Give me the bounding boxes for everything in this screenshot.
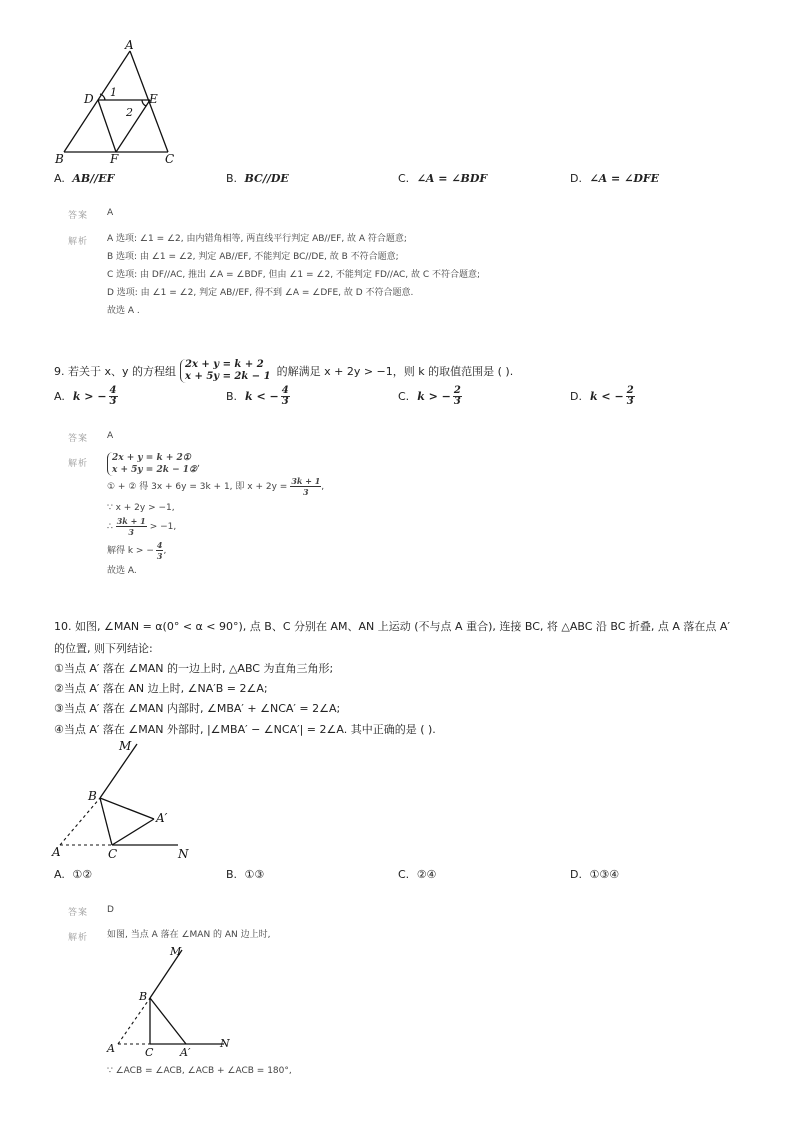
option-letter: B.: [226, 390, 238, 403]
option-letter: B.: [226, 868, 238, 881]
q10-segment-ca1: [112, 819, 154, 845]
q9-option-a[interactable]: [54, 386, 118, 407]
q10-label-a: A: [52, 845, 61, 859]
q8-label-e: E: [149, 92, 158, 106]
q10-analysis-intro: 如图, 当点 A 落在 ∠MAN 的 AN 边上时,: [107, 930, 271, 940]
q9-analysis-step3: [107, 516, 176, 537]
q9-equation-system: [180, 359, 271, 383]
option-text: ②④: [416, 868, 437, 881]
fraction-numerator: 4: [156, 540, 163, 550]
option-letter: D.: [570, 390, 582, 403]
q10-option-b[interactable]: [226, 868, 264, 881]
q9-step1-punct: ,: [321, 481, 325, 492]
q9-step3-fraction: [116, 516, 147, 537]
q8-segment-ef: [116, 100, 150, 152]
q10-stem-line2: 的位置, 则下列结论:: [54, 642, 153, 655]
q9-stem-prefix: 9. 若关于 x、y 的方程组: [54, 365, 177, 378]
q9-option-b[interactable]: [226, 386, 290, 407]
q10-segment-ba1: [100, 798, 154, 819]
q10-analysis-label: 解析: [68, 933, 89, 943]
option-fraction: [109, 386, 118, 407]
q10-label-c: C: [108, 847, 118, 861]
q8-label-f: F: [110, 152, 119, 166]
q8-label-c: C: [165, 152, 175, 166]
q8-option-a[interactable]: [54, 172, 114, 185]
option-letter: A.: [54, 390, 65, 403]
q10-statement-1: ①当点 A′ 落在 ∠MAN 的一边上时, △ABC 为直角三角形;: [54, 662, 334, 675]
q9-analysis-label: 解析: [68, 459, 89, 469]
option-letter: C.: [398, 868, 410, 881]
option-text: BC//DE: [244, 172, 289, 185]
fraction-denominator: 3: [626, 396, 634, 407]
q8-segment-df: [98, 100, 116, 152]
q9-step1-text: ① + ② 得 3x + 6y = 3k + 1, 即 x + 2y =: [107, 481, 288, 492]
q10b-dashed-ab: [118, 998, 150, 1044]
option-text: k > −: [72, 390, 107, 403]
q10b-label-a-prime: A′: [180, 1046, 191, 1059]
q10b-label-m: M: [170, 945, 182, 958]
fraction-denominator: 3: [281, 396, 289, 407]
q10-label-n: N: [178, 847, 189, 861]
q8-label-b: B: [55, 152, 64, 166]
q8-side-ab: [64, 51, 130, 152]
q9-option-c[interactable]: [398, 386, 462, 407]
q9-analysis-step2: ∵ x + 2y > −1,: [107, 503, 175, 513]
q8-analysis-line: B 选项: 由 ∠1 = ∠2, 判定 AB//EF, 不能判定 BC//DE, 故 B 不符合题意;: [107, 252, 399, 262]
q10b-segment-ba1: [150, 998, 186, 1044]
q10-fold-figure: [50, 738, 200, 864]
q8-label-angle1: 1: [110, 86, 117, 99]
option-text: ∠A = ∠DFE: [589, 172, 660, 185]
fraction-numerator: 2: [453, 385, 461, 396]
q9-step4-fraction: [156, 540, 167, 561]
option-text: k > −: [417, 390, 451, 403]
q9-stem-suffix: 的解满足 x + 2y > −1，则 k 的取值范围是 ( ).: [276, 365, 514, 378]
q9-step4-punct: ,: [163, 545, 167, 556]
q9-answer-value: A: [107, 431, 114, 441]
option-text: k < −: [245, 390, 279, 403]
q10-statement-4: ④当点 A′ 落在 ∠MAN 外部时, |∠MBA′ − ∠NCA′| = 2∠A. 其中正确的是 ( ).: [54, 723, 436, 736]
option-text: ①③④: [589, 868, 620, 881]
q9-analysis-conclusion: 故选 A.: [107, 566, 137, 576]
option-text: AB//EF: [72, 172, 115, 185]
fraction-denominator: 3: [303, 487, 309, 497]
q9-stem: [54, 356, 513, 386]
q9-analysis-system: [107, 452, 200, 476]
q10-answer-value: D: [107, 905, 114, 915]
option-letter: A.: [54, 868, 65, 881]
option-letter: B.: [226, 172, 238, 185]
option-fraction: [281, 386, 290, 407]
option-letter: D.: [570, 172, 582, 185]
fraction-numerator: 3k + 1: [116, 516, 146, 526]
option-fraction: [453, 386, 462, 407]
q8-analysis-line: A 选项: ∠1 = ∠2, 由内错角相等, 两直线平行判定 AB//EF, 故 A 符合题意;: [107, 234, 407, 244]
q8-label-a: A: [125, 38, 134, 52]
q8-angle1-arc: [100, 94, 105, 100]
q10b-label-b: B: [139, 990, 148, 1003]
q10-statement-2: ②当点 A′ 落在 AN 边上时, ∠NA′B = 2∠A;: [54, 682, 268, 695]
q8-answer-label: 答案: [68, 211, 89, 221]
q8-angle2-arc: [142, 100, 146, 106]
q9-step1-fraction: [290, 476, 321, 497]
q8-triangle-figure: [50, 36, 180, 168]
fraction-denominator: 3: [128, 527, 134, 537]
option-letter: A.: [54, 172, 65, 185]
option-text: ①③: [244, 868, 265, 881]
option-letter: D.: [570, 868, 582, 881]
q10-analysis-last: ∵ ∠ACB = ∠ACB, ∠ACB + ∠ACB = 180°,: [107, 1066, 292, 1076]
q9-analysis-eq2: x + 5y = 2k − 1②: [112, 465, 198, 475]
q9-equation-1: 2x + y = k + 2: [185, 359, 264, 370]
q10-option-d[interactable]: [570, 868, 619, 881]
q10-dashed-ab: [60, 798, 100, 845]
option-fraction: [626, 386, 635, 407]
q10b-label-a: A: [107, 1042, 115, 1055]
fraction-denominator: 3: [156, 551, 163, 561]
q10-label-b: B: [88, 789, 97, 803]
q9-analysis-step1: [107, 476, 324, 497]
q10-segment-bc: [100, 798, 112, 845]
q10b-label-n: N: [220, 1037, 230, 1050]
option-letter: C.: [398, 390, 410, 403]
fraction-denominator: 3: [453, 396, 461, 407]
q9-equation-2: x + 5y = 2k − 1: [185, 371, 271, 382]
q10-statement-3: ③当点 A′ 落在 ∠MAN 内部时, ∠MBA′ + ∠NCA′ = 2∠A;: [54, 702, 341, 715]
option-letter: C.: [398, 172, 410, 185]
q8-analysis-label: 解析: [68, 237, 89, 247]
q8-analysis-line: D 选项: 由 ∠1 = ∠2, 判定 AB//EF, 得不到 ∠A = ∠DFE, 故 D 不符合题意.: [107, 288, 414, 298]
q9-answer-label: 答案: [68, 434, 89, 444]
q8-label-angle2: 2: [126, 106, 133, 119]
q8-analysis-line: 故选 A .: [107, 306, 140, 316]
q10b-label-c: C: [145, 1046, 154, 1059]
q9-analysis-eq1: 2x + y = k + 2①: [112, 453, 191, 463]
q9-analysis-equations: [107, 452, 197, 476]
q9-step3-text: > −1,: [149, 521, 177, 532]
q10-label-a-prime: A′: [156, 811, 168, 825]
q8-analysis-line: C 选项: 由 DF//AC, 推出 ∠A = ∠BDF, 但由 ∠1 = ∠2, 不能判定 FD//AC, 故 C 不符合题意;: [107, 270, 481, 280]
q10-analysis-figure: [100, 940, 240, 1060]
q8-option-b[interactable]: [226, 172, 289, 185]
q8-analysis-body: [107, 230, 767, 326]
fraction-numerator: 3k + 1: [291, 476, 321, 486]
option-text: ①②: [72, 868, 93, 881]
q10-option-c[interactable]: [398, 868, 436, 881]
fraction-numerator: 4: [109, 385, 117, 396]
fraction-numerator: 2: [626, 385, 634, 396]
q10-stem-line1: 10. 如图, ∠MAN = α(0° < α < 90°), 点 B、C 分别在 AM、AN 上运动 (不与点 A 重合), 连接 BC, 将 △ABC 沿 BC 折叠, 点 A 落在点 A′: [54, 620, 730, 633]
fraction-numerator: 4: [281, 385, 289, 396]
q8-answer-value: A: [107, 208, 114, 218]
q8-option-d[interactable]: [570, 172, 659, 185]
q10-option-a[interactable]: [54, 868, 92, 881]
q10-answer-label: 答案: [68, 908, 89, 918]
option-text: ∠A = ∠BDF: [416, 172, 488, 185]
q10-label-m: M: [119, 739, 132, 753]
q9-option-d[interactable]: [570, 386, 635, 407]
option-text: k < −: [589, 390, 624, 403]
fraction-denominator: 3: [109, 396, 117, 407]
q9-step3-therefore: ∴: [107, 521, 113, 532]
q8-label-d: D: [84, 92, 94, 106]
q9-analysis-punct: ,: [197, 459, 200, 469]
q9-step4-text: 解得 k > −: [107, 545, 154, 556]
q8-option-c[interactable]: [398, 172, 487, 185]
q9-analysis-step4: [107, 540, 166, 561]
